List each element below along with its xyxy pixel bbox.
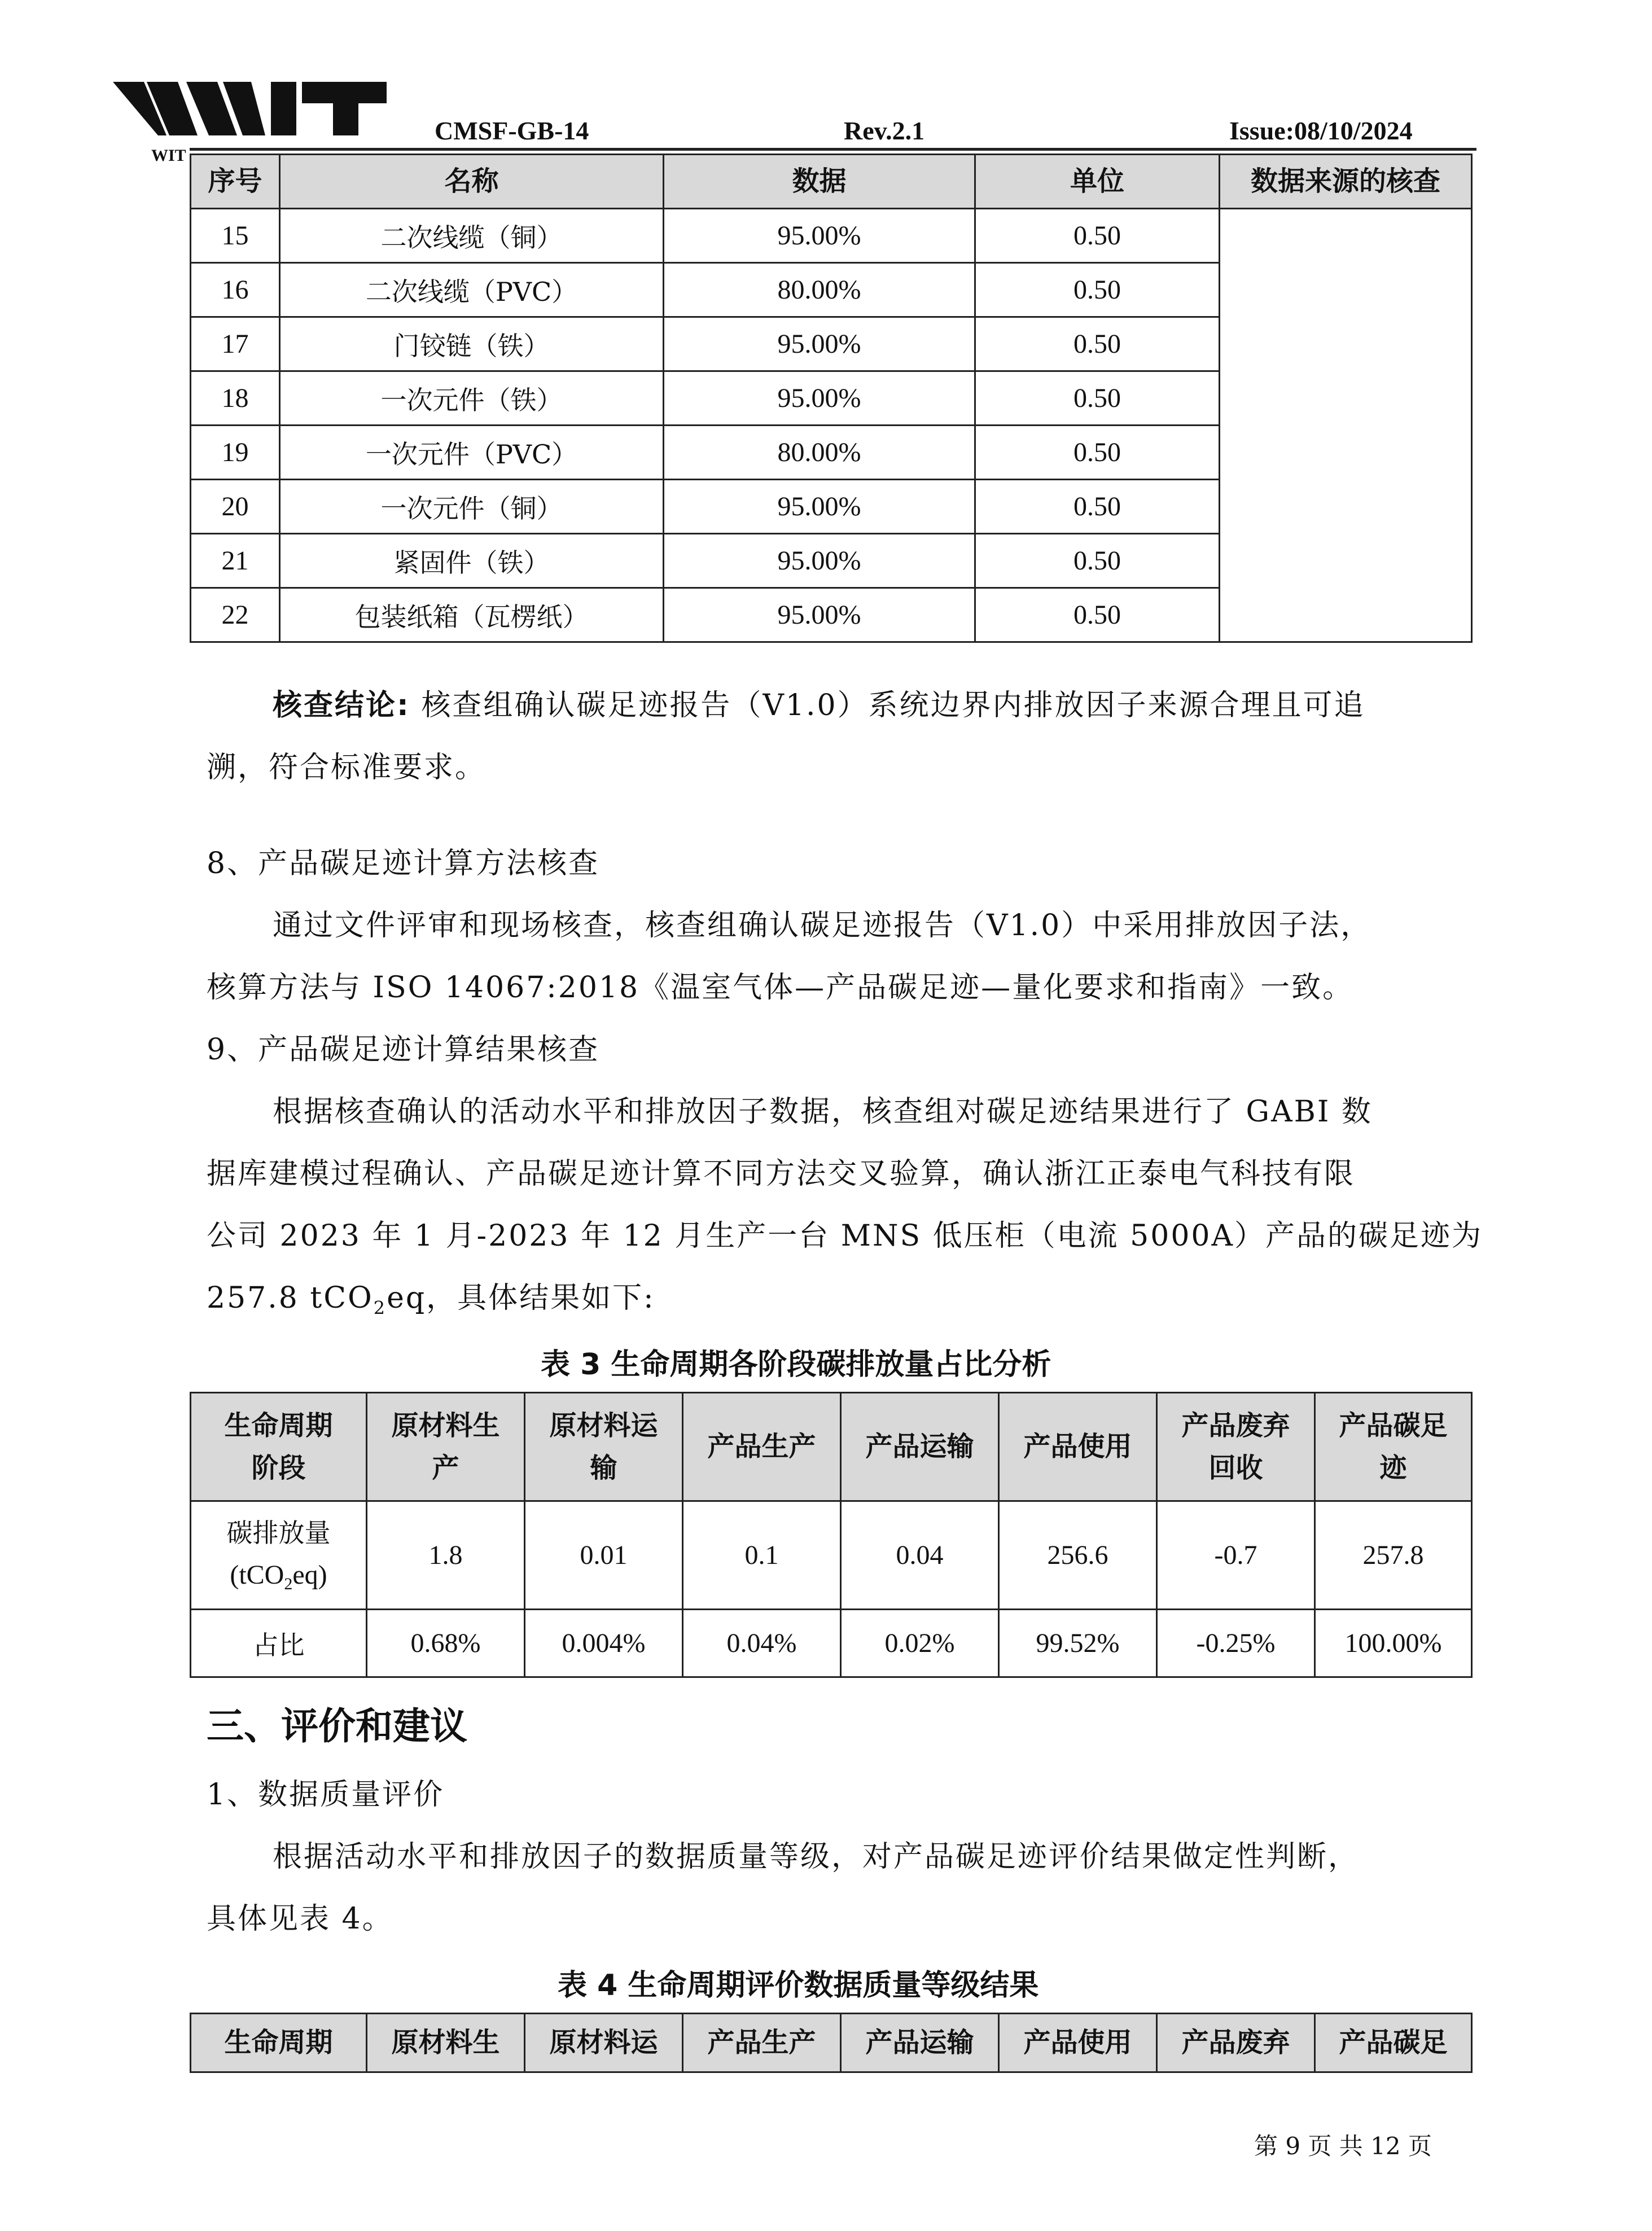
row-label: 占比 bbox=[191, 1610, 367, 1677]
section-8-line-1: 通过文件评审和现场核查，核查组确认碳足迹报告（V1.0）中采用排放因子法， bbox=[273, 909, 1372, 943]
col-header: 名称 bbox=[280, 155, 664, 209]
row-data: 95.00% bbox=[664, 534, 975, 588]
header-text: 产 bbox=[432, 1452, 459, 1484]
col-header: 产品使用 bbox=[999, 2014, 1157, 2072]
emission-value: 0.01 bbox=[525, 1501, 683, 1610]
col-header bbox=[525, 1393, 683, 1501]
header-text: 产品碳足 bbox=[1339, 1410, 1448, 1442]
row-no: 22 bbox=[191, 588, 280, 642]
col-header bbox=[367, 1393, 525, 1501]
emission-value: 0.04 bbox=[841, 1501, 999, 1610]
row-data: 95.00% bbox=[664, 480, 975, 534]
share-value: -0.25% bbox=[1157, 1610, 1315, 1677]
share-value: 0.68% bbox=[367, 1610, 525, 1677]
emission-value: 256.6 bbox=[999, 1501, 1157, 1610]
row-unit: 0.50 bbox=[975, 534, 1220, 588]
row-no: 19 bbox=[191, 426, 280, 480]
table-4-caption: 表 4 生命周期评价数据质量等级结果 bbox=[558, 1969, 1039, 2002]
col-header: 生命周期 bbox=[191, 2014, 367, 2072]
data-quality-table bbox=[190, 2013, 1473, 2073]
share-value: 0.04% bbox=[683, 1610, 841, 1677]
logo-text: WIT bbox=[151, 146, 186, 165]
col-header: 原材料运 bbox=[525, 2014, 683, 2072]
row-name: 二次线缆（铜） bbox=[280, 209, 664, 263]
share-value: 99.52% bbox=[999, 1610, 1157, 1677]
result-tail: eq，具体结果如下: bbox=[387, 1281, 655, 1315]
col-header: 序号 bbox=[191, 155, 280, 209]
table-row bbox=[191, 1610, 1472, 1677]
revision: Rev.2.1 bbox=[844, 116, 925, 145]
subscript: 2 bbox=[284, 1575, 293, 1594]
row-unit: 0.50 bbox=[975, 371, 1220, 426]
row-data: 80.00% bbox=[664, 263, 975, 317]
row-no: 17 bbox=[191, 317, 280, 371]
col-header: 数据来源的核查 bbox=[1220, 155, 1472, 209]
row-no: 20 bbox=[191, 480, 280, 534]
header-text: 阶段 bbox=[251, 1452, 306, 1484]
col-header bbox=[1315, 1393, 1472, 1501]
row-name: 一次元件（PVC） bbox=[280, 426, 664, 480]
conclusion-label: 核查结论: bbox=[273, 689, 410, 722]
row-name: 一次元件（铁） bbox=[280, 371, 664, 426]
wit-logo-icon bbox=[113, 76, 389, 166]
row-name: 紧固件（铁） bbox=[280, 534, 664, 588]
emission-share-table bbox=[190, 1392, 1473, 1678]
table-header-row bbox=[191, 155, 1472, 209]
emission-value: 1.8 bbox=[367, 1501, 525, 1610]
col-header: 产品碳足 bbox=[1315, 2014, 1472, 2072]
row-unit: 0.50 bbox=[975, 209, 1220, 263]
table-header-row bbox=[191, 1393, 1472, 1501]
conclusion-text-1: 核查组确认碳足迹报告（V1.0）系统边界内排放因子来源合理且可追 bbox=[421, 689, 1365, 722]
row-unit: 0.50 bbox=[975, 263, 1220, 317]
col-header: 产品生产 bbox=[683, 2014, 841, 2072]
share-value: 100.00% bbox=[1315, 1610, 1472, 1677]
row-data: 95.00% bbox=[664, 588, 975, 642]
col-header: 产品运输 bbox=[841, 2014, 999, 2072]
section-9-line-1: 根据核查确认的活动水平和排放因子数据，核查组对碳足迹结果进行了 GABI 数 bbox=[273, 1095, 1373, 1129]
share-value: 0.004% bbox=[525, 1610, 683, 1677]
emission-value: 257.8 bbox=[1315, 1501, 1472, 1610]
row-name: 门铰链（铁） bbox=[280, 317, 664, 371]
row-unit: 0.50 bbox=[975, 317, 1220, 371]
row-data: 95.00% bbox=[664, 317, 975, 371]
company-logo bbox=[113, 76, 389, 166]
share-value: 0.02% bbox=[841, 1610, 999, 1677]
section-3-line-2: 具体见表 4。 bbox=[207, 1902, 393, 1936]
header-text: 原材料运 bbox=[549, 1410, 658, 1442]
row-data: 95.00% bbox=[664, 209, 975, 263]
col-header: 产品废弃 bbox=[1157, 2014, 1315, 2072]
row-no: 21 bbox=[191, 534, 280, 588]
row-no: 16 bbox=[191, 263, 280, 317]
col-header: 单位 bbox=[975, 155, 1220, 209]
col-header bbox=[1157, 1393, 1315, 1501]
col-header: 原材料生 bbox=[367, 2014, 525, 2072]
section-8-title: 8、产品碳足迹计算方法核查 bbox=[207, 847, 600, 880]
row-unit: 0.50 bbox=[975, 480, 1220, 534]
row-unit: 0.50 bbox=[975, 426, 1220, 480]
section-3-title: 三、评价和建议 bbox=[207, 1704, 467, 1748]
source-check-cell bbox=[1220, 209, 1472, 642]
table-row bbox=[191, 1501, 1472, 1610]
section-8-line-2: 核算方法与 ISO 14067:2018《温室气体—产品碳足迹—量化要求和指南》一致。 bbox=[207, 971, 1354, 1005]
table-row bbox=[191, 209, 1472, 263]
row-no: 15 bbox=[191, 209, 280, 263]
label-text: eq) bbox=[292, 1560, 327, 1590]
section-9-line-3: 公司 2023 年 1 月-2023 年 12 月生产一台 MNS 低压柜（电流 5000A）产品的碳足迹为 bbox=[207, 1219, 1483, 1253]
table-header-row bbox=[191, 2014, 1472, 2072]
row-name: 二次线缆（PVC） bbox=[280, 263, 664, 317]
label-text: 碳排放量 bbox=[226, 1517, 331, 1548]
header-text: 产品废弃 bbox=[1181, 1410, 1290, 1442]
col-header bbox=[191, 1393, 367, 1501]
row-name: 一次元件（铜） bbox=[280, 480, 664, 534]
emission-value: -0.7 bbox=[1157, 1501, 1315, 1610]
result-value: 257.8 tCO bbox=[207, 1281, 374, 1315]
section-3-sub-1: 1、数据质量评价 bbox=[207, 1778, 445, 1812]
emission-factor-table bbox=[190, 154, 1473, 643]
label-text: (tCO bbox=[230, 1560, 284, 1590]
col-header: 产品运输 bbox=[841, 1393, 999, 1501]
doc-code: CMSF-GB-14 bbox=[435, 116, 589, 145]
conclusion-line-1 bbox=[273, 674, 1365, 737]
section-9-title: 9、产品碳足迹计算结果核查 bbox=[207, 1033, 600, 1067]
row-data: 95.00% bbox=[664, 371, 975, 426]
col-header: 产品使用 bbox=[999, 1393, 1157, 1501]
row-label bbox=[191, 1501, 367, 1610]
header-text: 回收 bbox=[1208, 1452, 1263, 1484]
section-3-line-1: 根据活动水平和排放因子的数据质量等级，对产品碳足迹评价结果做定性判断， bbox=[273, 1840, 1360, 1874]
header-text: 输 bbox=[590, 1452, 617, 1484]
header-text: 迹 bbox=[1379, 1452, 1407, 1484]
table-3-caption: 表 3 生命周期各阶段碳排放量占比分析 bbox=[541, 1348, 1051, 1382]
section-9-line-4 bbox=[207, 1267, 655, 1339]
emission-value: 0.1 bbox=[683, 1501, 841, 1610]
col-header: 数据 bbox=[664, 155, 975, 209]
row-no: 18 bbox=[191, 371, 280, 426]
header-rule bbox=[190, 148, 1476, 151]
row-name: 包装纸箱（瓦楞纸） bbox=[280, 588, 664, 642]
col-header: 产品生产 bbox=[683, 1393, 841, 1501]
conclusion-line-2: 溯，符合标准要求。 bbox=[207, 751, 487, 784]
header-text: 生命周期 bbox=[224, 1410, 333, 1442]
page-number: 第 9 页 共 12 页 bbox=[1254, 2132, 1432, 2160]
section-9-line-2: 据库建模过程确认、产品碳足迹计算不同方法交叉验算，确认浙江正泰电气科技有限 bbox=[207, 1157, 1356, 1191]
issue-date: Issue:08/10/2024 bbox=[1229, 116, 1413, 145]
header-text: 原材料生 bbox=[391, 1410, 500, 1442]
subscript: 2 bbox=[373, 1297, 387, 1319]
row-unit: 0.50 bbox=[975, 588, 1220, 642]
row-data: 80.00% bbox=[664, 426, 975, 480]
